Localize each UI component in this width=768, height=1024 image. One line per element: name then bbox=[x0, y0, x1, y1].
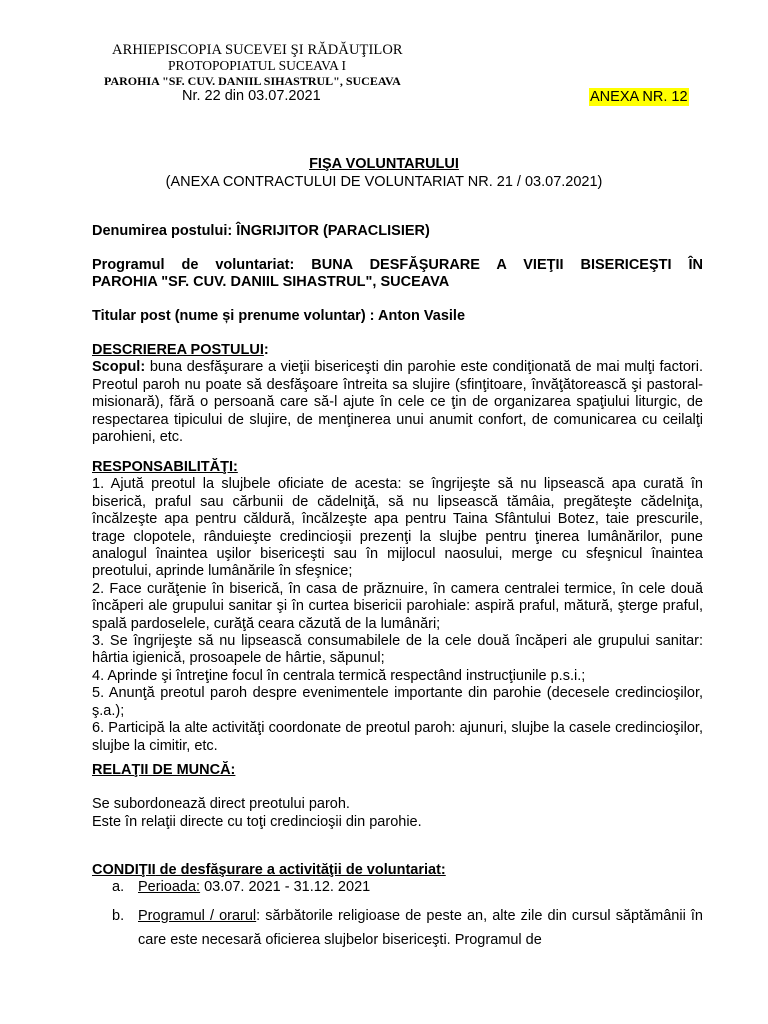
condition-marker: b. bbox=[112, 907, 125, 924]
description-heading-colon: : bbox=[263, 342, 269, 358]
header-parish: PAROHIA "SF. CUV. DANIIL SIHASTRUL", SUCEAVA bbox=[104, 74, 401, 88]
header-archdiocese: ARHIEPISCOPIA SUCEVEI ŞI RĂDĂUŢILOR bbox=[112, 42, 403, 58]
conditions-heading bbox=[92, 862, 703, 879]
conditions-section bbox=[92, 862, 703, 952]
holder-line: Titular post (nume și prenume voluntar) : Anton Vasile bbox=[92, 308, 466, 324]
relations-line-1: Se subordonează direct preotului paroh. bbox=[92, 796, 350, 813]
responsibility-item: 3. Se îngrijeşte să nu lipsească consumabilele de la cele două încăperi ale grupului sanitar: hârtia igienică, prosoapele de hârtie, săpunul; bbox=[92, 633, 703, 667]
post-name bbox=[92, 223, 703, 240]
condition-item-period bbox=[92, 879, 703, 896]
post-name-label: Denumirea postului: bbox=[92, 223, 233, 239]
relations-line-2: Este în relaţii directe cu toţi credincioşii din parohie. bbox=[92, 813, 422, 830]
post-name-value: ÎNGRIJITOR (PARACLISIER) bbox=[232, 223, 430, 239]
responsibility-item: 1. Ajută preotul la slujbele oficiate de acesta: se îngrijeşte să nu lipsească apa curată în biserică, praful sau cărbunii de cădelniţă, să nu lipsească tămâia, pregăteşte cădelniţa, încălzeşte apa pentru căldură, încălzeşte apa pentru Taina Sfântului Botez, taie prescurile, trage clopotele, rânduieşte credincioşii prezenţi la slujbe pentru ţinerea lumânărilor, pune analogul înaintea uşilor bisericeşti sau în mijlocul naosului, merge cu sfeşnicul înaintea preotului, aprinde lumânările în sfeşnice; bbox=[92, 476, 703, 580]
header-deanery: PROTOPOPIATUL SUCEAVA I bbox=[168, 58, 347, 73]
relations-section bbox=[92, 762, 703, 831]
responsibility-item: 4. Aprinde şi întreţine focul în centrala termică respectând instrucţiunile p.s.i.; bbox=[92, 667, 586, 684]
description-section bbox=[92, 342, 703, 446]
condition-marker: a. bbox=[112, 879, 125, 896]
program-line-1: Programul de voluntariat: BUNA DESFĂŞURARE A VIEŢII BISERICEŞTI ÎN bbox=[92, 257, 703, 273]
relations-heading: RELAŢII DE MUNCĂ: bbox=[92, 762, 236, 778]
document-subtitle: (ANEXA CONTRACTULUI DE VOLUNTARIAT NR. 21 / 03.07.2021) bbox=[165, 174, 603, 190]
condition-text: 03.07. 2021 - 31.12. 2021 bbox=[200, 879, 371, 896]
description-heading: DESCRIEREA POSTULUI bbox=[92, 342, 264, 358]
condition-label: Perioada: bbox=[138, 879, 201, 896]
scope-paragraph bbox=[92, 359, 703, 446]
scope-label: Scopul: bbox=[92, 359, 146, 376]
condition-item-schedule bbox=[92, 904, 703, 952]
scope-text: buna desfăşurare a vieţii bisericeşti din parohie este condiţionată de mai mulţi factori. Preotul paroh nu poate să desfăşoare întreita sa slujire (sfinţitoare, învăţătorească şi pastoral-misionară), fără o persoană care să-l ajute în cele ce ţin de organizarea spaţiului liturgic, de respectarea tipicului de slujire, de menţinerea unui anumit confort, de comunicarea cu ceilalţi parohieni, etc. bbox=[92, 359, 703, 446]
program-line-2: PAROHIA "SF. CUV. DANIIL SIHASTRUL", SUCEAVA bbox=[92, 274, 450, 291]
conditions-heading-rest: de desfăşurare a activităţii de voluntariat: bbox=[155, 862, 446, 878]
conditions-list bbox=[92, 879, 703, 951]
responsibility-item: 2. Face curăţenie în biserică, în casa de prăznuire, în camera centralei termice, în cele două încăperi ale grupului sanitar şi în curtea bisericii parohiale: aspiră praful, mătură, şterge praful, spală pardoselele, curăţă ceara căzută de la lumânări; bbox=[92, 580, 703, 632]
condition-text: : sărbătorile religioase de peste an, alte zile din cursul săptămânii în care este necesară oficierea slujbelor bisericeşti. Programul de bbox=[138, 907, 703, 948]
annex-label: ANEXA NR. 12 bbox=[590, 89, 688, 105]
document-title: FIŞA VOLUNTARULUI bbox=[309, 156, 459, 172]
responsibility-item: 6. Participă la alte activităţi coordonate de preotul paroh: ajunuri, slujbe la casele credincioşilor, slujbe la cimitir, etc. bbox=[92, 720, 703, 754]
condition-label: Programul / orarul bbox=[138, 907, 257, 924]
program-section bbox=[92, 257, 703, 292]
responsibilities-heading: RESPONSABILITĂŢI: bbox=[92, 459, 238, 475]
responsibilities-section bbox=[92, 459, 703, 755]
document-number: Nr. 22 din 03.07.2021 bbox=[182, 88, 321, 104]
conditions-heading-bold: CONDIŢII bbox=[92, 862, 156, 878]
responsibility-item: 5. Anunţă preotul paroh despre evenimentele importante din parohie (decesele credincioşilor, ş.a.); bbox=[92, 685, 703, 719]
